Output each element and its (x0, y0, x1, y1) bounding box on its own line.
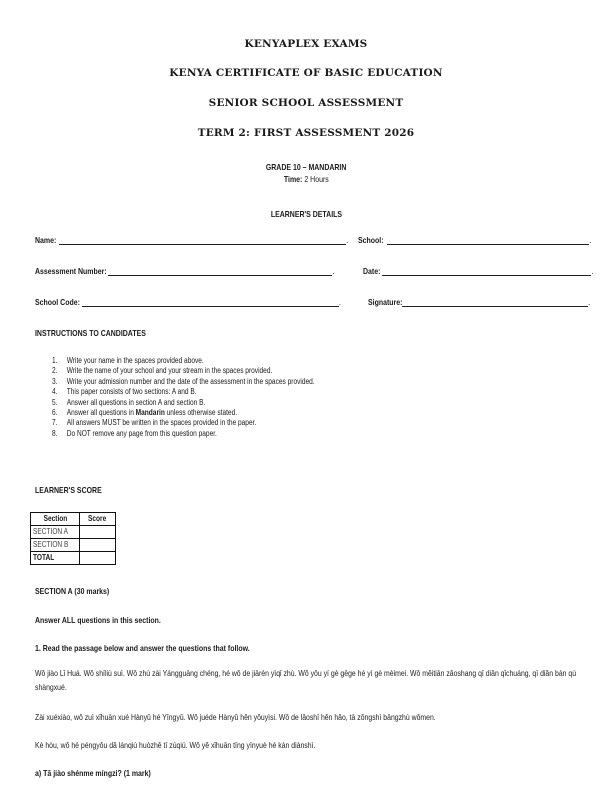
term-title: TERM 2: FIRST ASSESSMENT 2026 (197, 127, 415, 139)
assessment-title: SENIOR SCHOOL ASSESSMENT (208, 97, 404, 109)
signature-field[interactable]: Signature: . (368, 297, 591, 307)
details-row-2 (35, 266, 602, 278)
score-cell[interactable] (80, 539, 116, 552)
signature-label: Signature: (368, 297, 403, 307)
date-label: Date: (363, 266, 381, 276)
score-table-header: Section Score (31, 513, 116, 526)
certificate-title: KENYA CERTIFICATE OF BASIC EDUCATION (169, 67, 443, 79)
instruction-item: 3. Write your admission number and the date of the assessment in the spaces provided. (52, 376, 315, 386)
details-row-1 (35, 235, 602, 247)
assessment-number-label: Assessment Number: (35, 266, 107, 276)
school-code-label: School Code: (35, 297, 80, 307)
instruction-item: 1. Write your name in the spaces provided above. (52, 356, 204, 365)
score-row-section-a: SECTION A (31, 526, 116, 539)
school-code-field[interactable]: School Code: . (35, 297, 342, 307)
date-input-line[interactable] (382, 266, 591, 276)
instruction-item: 2. Write the name of your school and your stream in the spaces provided. (52, 366, 273, 376)
section-a-title: SECTION A (30 marks) (35, 586, 110, 596)
time-value: 2 Hours (303, 174, 329, 184)
language-emphasis: Mandarin (135, 407, 165, 417)
school-field[interactable]: School: . (358, 235, 592, 245)
instructions-list (52, 356, 372, 439)
instruction-item: 7. All answers MUST be written in the spaces provided in the paper. (52, 418, 257, 428)
passage-paragraph-2: Zài xuéxiào, wǒ zuì xǐhuān xué Hànyǔ hé Yīngyǔ. Wǒ juéde Hànyǔ hěn yǒuyìsi. Wǒ de lǎoshī hěn hǎo, tā zǒngshì bāngzhù wǒmen. (35, 713, 436, 722)
name-input-line[interactable] (59, 235, 346, 245)
learners-score-heading: LEARNER'S SCORE (35, 485, 102, 495)
date-field[interactable]: Date: . (363, 266, 594, 276)
instruction-item: 8. Do NOT remove any page from this question paper. (52, 428, 217, 438)
grade-subject: GRADE 10 – MANDARIN (265, 162, 347, 172)
score-cell[interactable] (80, 526, 116, 539)
school-label: School: (358, 235, 384, 245)
instruction-item: 5. Answer all questions in section A and section B. (52, 397, 206, 407)
assessment-number-input-line[interactable] (108, 266, 332, 276)
school-input-line[interactable] (387, 235, 589, 245)
section-a-instruction: Answer ALL questions in this section. (35, 615, 161, 625)
score-row-total: TOTAL (31, 552, 116, 565)
assessment-number-field[interactable]: Assessment Number: . (35, 266, 335, 276)
learners-details-heading: LEARNER'S DETAILS (270, 209, 342, 219)
signature-input-line[interactable] (402, 297, 588, 307)
instructions-heading: INSTRUCTIONS TO CANDIDATES (35, 328, 146, 338)
instruction-item: 4. This paper consists of two sections: A and B. (52, 387, 197, 397)
time-label: Time: (283, 174, 303, 184)
time-allowed (0, 169, 612, 187)
passage-paragraph-1: Wǒ jiào Lǐ Huá. Wǒ shíliù suì. Wǒ zhù zài Yángguāng chéng, hé wǒ de jiārén yìqǐ zhù. Wǒ yǒu yí gè gēge hé yí gè mèimei. Wǒ měitiān zǎoshang qī diǎn qǐchuáng, qī diǎn bàn qù shàngxué. (35, 669, 577, 692)
question-a: a) Tā jiào shénme míngzi? (1 mark) (35, 768, 151, 778)
details-row-3 (35, 297, 602, 309)
school-code-input-line[interactable] (82, 297, 339, 307)
passage-paragraph-3: Kè hòu, wǒ hé péngyǒu dǎ lánqiú huòzhě tī zúqiú. Wǒ yě xǐhuān tīng yīnyuè hé kàn diànshì. (35, 741, 316, 750)
name-label: Name: (35, 235, 57, 245)
exam-body-title: KENYAPLEX EXAMS (244, 38, 368, 50)
score-row-section-b: SECTION B (31, 539, 116, 552)
name-field[interactable]: Name: . (35, 235, 349, 245)
score-table (30, 512, 116, 565)
instruction-item: 6. Answer all questions in Mandarin unless otherwise stated. (52, 407, 238, 417)
question-1-prompt: 1. Read the passage below and answer the questions that follow. (35, 643, 250, 653)
score-cell[interactable] (80, 552, 116, 565)
